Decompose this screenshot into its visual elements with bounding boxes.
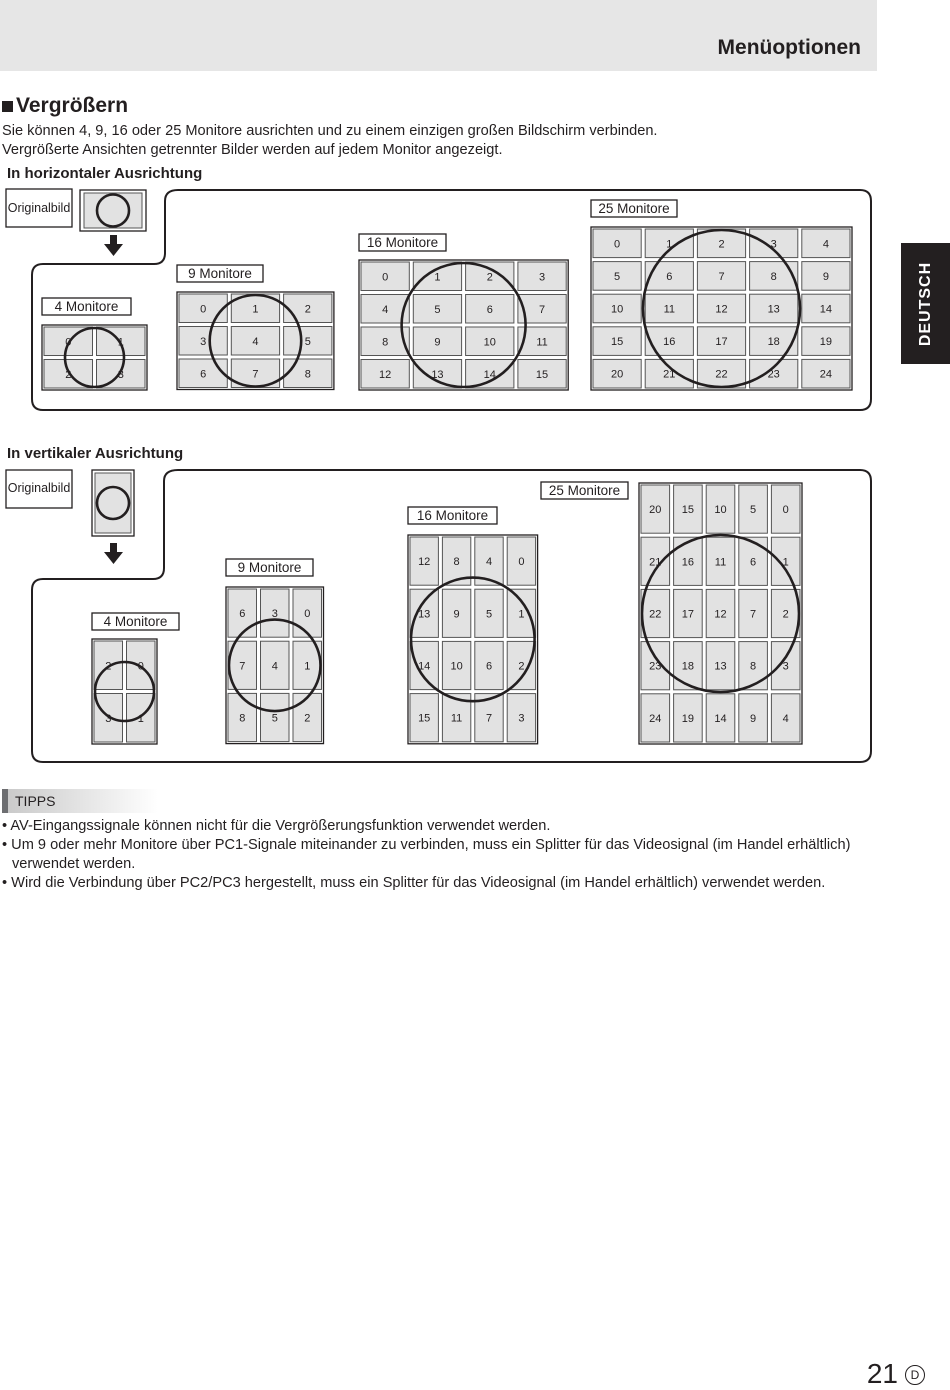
monitor-number: 1 [117,336,124,349]
monitor-number: 2 [304,303,311,316]
monitor-number: 6 [666,270,673,283]
vertical-heading: In vertikaler Ausrichtung [7,445,184,462]
monitor-number: 7 [485,712,493,725]
monitor-number: 18 [681,660,695,673]
monitor-number: 23 [767,368,780,381]
svg-text:Originalbild: Originalbild [7,201,71,215]
monitor-number: 5 [434,303,441,316]
grid-label [42,298,131,315]
monitor-number: 22 [649,608,662,621]
monitor-number: 3 [770,238,777,251]
monitor-number: 8 [304,368,311,381]
down-arrow-icon [104,543,123,564]
monitor-number: 8 [382,336,389,349]
grid-label [226,559,313,576]
grid-label-text: 16 Monitore [366,235,439,250]
monitor-number: 0 [782,504,789,517]
tips-heading-text: TIPPS [15,793,56,809]
vertical-grid-2x2 [92,639,157,744]
monitor-number: 15 [610,336,624,349]
tips-heading [2,789,158,813]
monitor-number: 16 [681,556,695,569]
language-mark-icon: D [905,1365,925,1385]
monitor-number: 4 [382,303,389,316]
section-title-text: Vergrößern [16,94,129,117]
monitor-number: 1 [666,238,673,251]
monitor-number: 18 [767,336,780,349]
grid-label [177,265,263,282]
monitor-number: 2 [518,660,525,673]
monitor-number: 24 [649,712,662,725]
horizontal-grid-4x4 [359,260,568,390]
monitor-number: 6 [486,303,493,316]
header-title: Menüoptionen [717,36,861,59]
monitor-number: 0 [200,303,207,316]
grid-label-text: 25 Monitore [598,201,670,216]
monitor-number: 4 [271,660,278,673]
monitor-number: 3 [200,335,207,348]
horizontal-grid-2x2 [42,325,147,390]
monitor-number: 4 [782,712,789,725]
monitor-number: 13 [714,660,727,673]
monitor-number: 3 [105,712,112,725]
monitor-number: 3 [117,368,124,381]
monitor-number: 19 [819,336,833,349]
grid-label [541,482,628,499]
monitor-number: 13 [431,368,444,381]
monitor-number: 13 [767,303,780,316]
monitor-number: 12 [418,556,431,569]
grid-label-text: 25 Monitore [548,483,621,498]
monitor-number: 11 [450,712,463,725]
svg-text:Originalbild: Originalbild [7,481,71,495]
vertical-original-label [6,470,72,508]
monitor-number: 7 [239,660,246,673]
monitor-number: 8 [239,712,246,725]
monitor-number: 12 [379,368,392,381]
horizontal-heading: In horizontaler Ausrichtung [7,165,203,182]
monitor-number: 15 [418,712,431,725]
monitor-number: 21 [649,556,662,569]
monitor-number: 1 [304,660,311,673]
grid-label [92,613,179,630]
monitor-number: 0 [304,608,311,621]
tips-heading-bar [2,789,8,813]
monitor-number: 20 [649,504,662,517]
monitor-number: 6 [200,368,207,381]
monitor-number: 24 [819,368,833,381]
monitor-number: 1 [518,608,525,621]
monitor-number: 3 [271,608,278,621]
monitor-number: 10 [610,303,624,316]
monitor-number: 22 [715,368,728,381]
horizontal-grid-5x5 [591,227,852,390]
monitor-number: 5 [304,335,311,348]
monitor-number: 11 [714,556,727,569]
monitor-number: 2 [486,271,493,284]
grid-label-text: 4 Monitore [103,614,168,629]
monitor-number: 5 [750,504,757,517]
horizontal-original-image [80,190,146,231]
monitor-number: 7 [252,368,259,381]
monitor-number: 3 [538,271,546,284]
monitor-number: 5 [614,270,621,283]
monitor-number: 21 [663,368,676,381]
monitor-number: 23 [649,660,662,673]
grid-label-text: 16 Monitore [416,508,489,523]
monitor-number: 1 [434,271,441,284]
monitor-number: 16 [663,336,676,349]
monitor-number: 19 [681,712,695,725]
grid-label-text: 9 Monitore [237,560,302,575]
monitor-number: 12 [714,608,727,621]
intro-line-2: Vergrößerte Ansichten getrennter Bilder werden auf jedem Monitor angezeigt. [2,142,503,158]
monitor-number: 2 [105,660,112,673]
language-tab-label: DEUTSCH [916,261,934,346]
monitor-number: 7 [538,303,546,316]
monitor-number: 7 [750,608,757,621]
monitor-number: 0 [137,660,144,673]
grid-label [408,507,497,524]
monitor-number: 12 [715,303,728,316]
monitor-number: 1 [252,303,259,316]
monitor-number: 14 [483,368,496,381]
vertical-grid-4x4 [408,535,538,744]
monitor-number: 14 [819,303,833,316]
monitor-number: 9 [434,336,441,349]
monitor-number: 6 [750,556,757,569]
monitor-number: 11 [536,336,548,349]
monitor-number: 10 [714,504,727,517]
horizontal-original-label [6,189,72,227]
vertical-grid-5x5 [639,483,802,744]
vertical-original-image [92,470,134,536]
monitor-number: 3 [782,660,789,673]
tip-item: • AV-Eingangssignale können nicht für die Vergrößerungsfunktion verwendet werden. [2,818,551,834]
grid-label [359,234,446,251]
grid-label [591,200,677,217]
monitor-number: 2 [65,368,72,381]
monitor-number: 14 [418,660,431,673]
grid-label-text: 9 Monitore [188,266,252,281]
tip-item: • Um 9 oder mehr Monitore über PC1-Signale miteinander zu verbinden, muss ein Splitter für das Videosignal (im Handel erhältlich) verwendet werden. [2,837,851,872]
monitor-number: 0 [65,336,72,349]
tip-item: • Wird die Verbindung über PC2/PC3 hergestellt, muss ein Splitter für das Videosignal (im Handel erhältlich) verwendet werden. [2,875,826,891]
monitor-number: 9 [453,608,460,621]
monitor-number: 9 [822,270,829,283]
monitor-number: 2 [304,712,311,725]
monitor-number: 6 [239,608,246,621]
monitor-number: 2 [718,238,725,251]
monitor-number: 10 [483,336,496,349]
monitor-number: 8 [750,660,757,673]
monitor-number: 17 [715,336,728,349]
monitor-number: 8 [770,270,777,283]
down-arrow-icon [104,235,123,256]
monitor-number: 2 [782,608,789,621]
monitor-number: 9 [750,712,757,725]
monitor-number: 4 [252,335,259,348]
monitor-number: 8 [453,556,460,569]
monitor-number: 4 [485,556,493,569]
monitor-number: 0 [518,556,525,569]
monitor-number: 6 [485,660,493,673]
monitor-number: 11 [663,303,676,316]
monitor-number: 20 [610,368,624,381]
monitor-number: 15 [535,368,549,381]
monitor-number: 1 [137,712,144,725]
monitor-number: 7 [718,270,725,283]
monitor-number: 14 [714,712,727,725]
monitor-number: 5 [485,608,493,621]
horizontal-grid-3x3 [177,292,334,390]
page-number: 21 [866,1358,898,1389]
grid-label-text: 4 Monitore [54,299,119,314]
monitor-number: 0 [382,271,389,284]
monitor-number: 17 [681,608,695,621]
monitor-number: 13 [418,608,431,621]
monitor-number: 0 [614,238,621,251]
vertical-grid-3x3 [226,587,324,744]
monitor-number: 5 [271,712,278,725]
monitor-number: 10 [450,660,463,673]
tips-list [2,817,882,893]
monitor-number: 4 [822,238,829,251]
monitor-number: 15 [681,504,695,517]
monitor-number: 3 [518,712,525,725]
monitor-grids [42,200,852,744]
monitor-number: 1 [782,556,789,569]
intro-line-1: Sie können 4, 9, 16 oder 25 Monitore ausrichten und zu einem einzigen großen Bildschirm verbinden. [2,123,658,139]
